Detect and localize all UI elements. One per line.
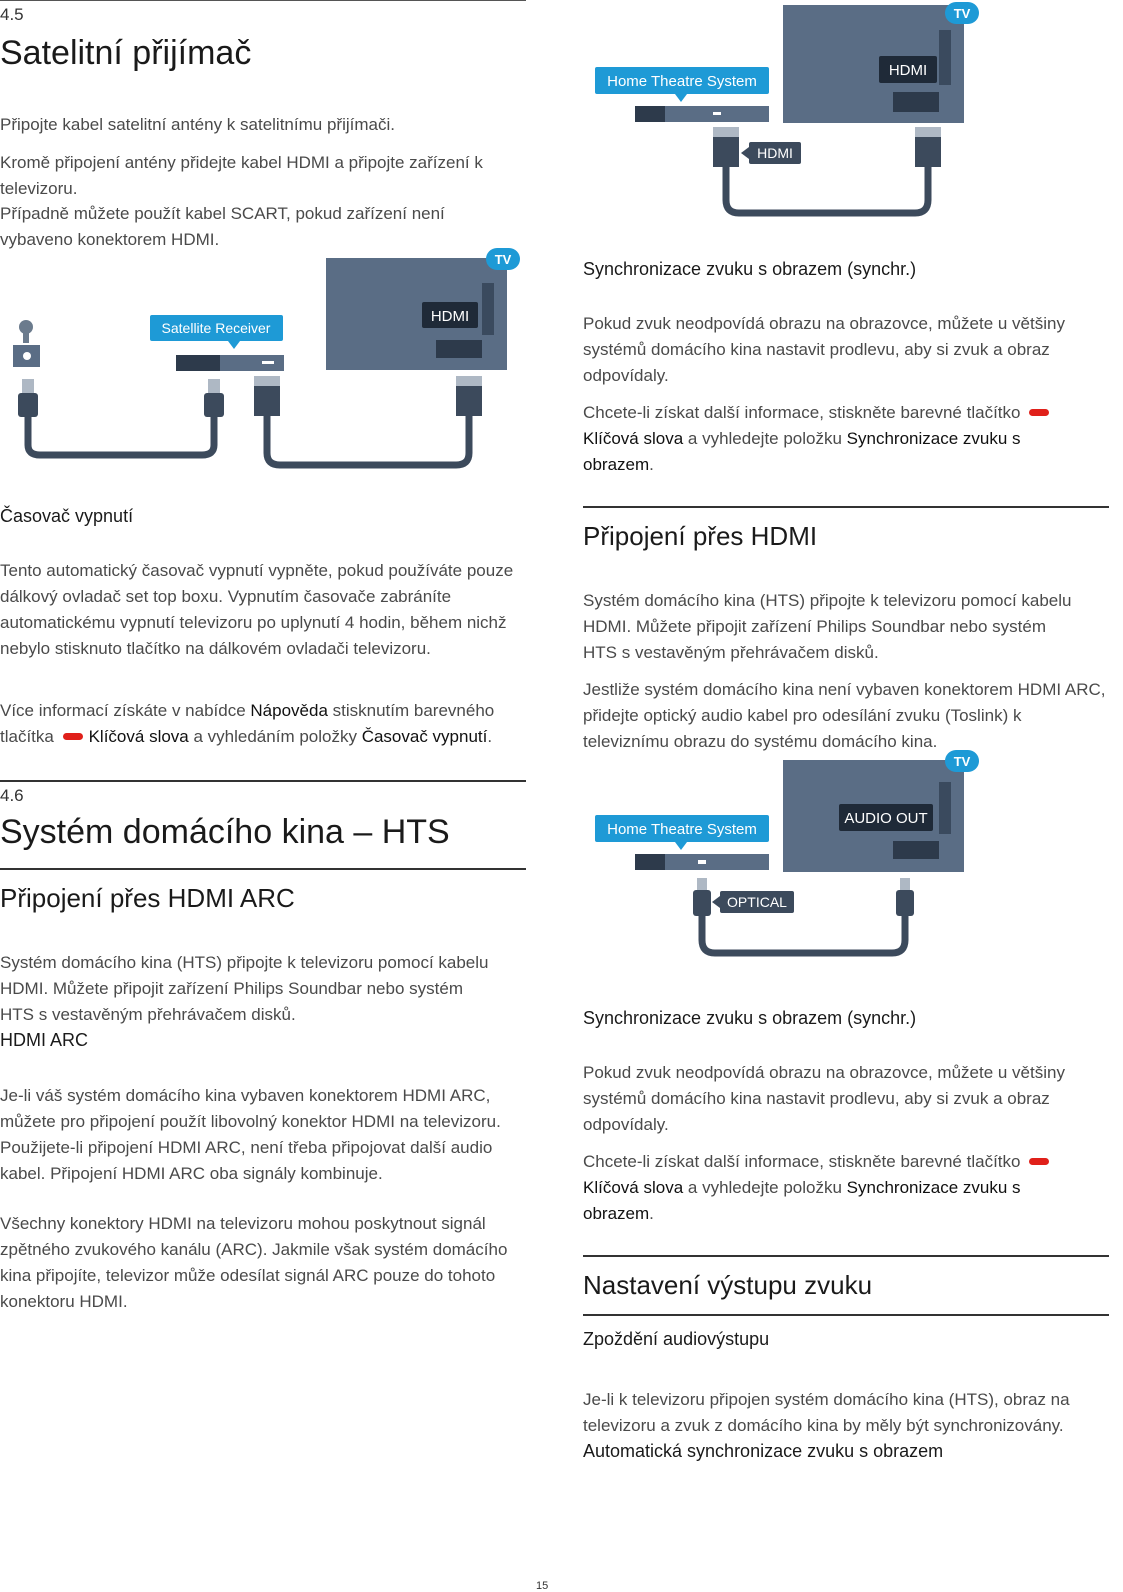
satellite-connection-diagram bbox=[0, 245, 528, 475]
tv-port-label bbox=[879, 56, 937, 83]
section-divider bbox=[0, 868, 526, 870]
svg-text:TV: TV bbox=[953, 754, 971, 769]
subsection-title: Připojení přes HDMI bbox=[583, 521, 818, 551]
paragraph: Systém domácího kina (HTS) připojte k televizoru pomocí kabelu HDMI. Můžete připojit zařízení Philips Soundbar nebo systém HTS s vestavěným přehrávačem disků. bbox=[583, 591, 1072, 662]
paragraph: Jestliže systém domácího kina není vybaven konektorem HDMI ARC, přidejte optický audio kabel pro odesílání zvuku (Toslink) k televiznímu obrazu do systému domácího kina. bbox=[583, 680, 1106, 751]
optical-connection-diagram bbox=[583, 750, 1113, 970]
paragraph: Je-li k televizoru připojen systém domácího kina (HTS), obraz na televizoru a zvuk z domácího kina by měly být synchronizovány. bbox=[583, 1390, 1070, 1435]
red-key-icon bbox=[63, 733, 83, 740]
section-title: Systém domácího kina – HTS bbox=[0, 813, 450, 851]
paragraph: Chcete-li získat další informace, stiskněte barevné tlačítko Klíčová slova a vyhledejte položku Synchronizace zvuku s obrazem. bbox=[583, 1149, 1083, 1227]
paragraph: Pokud zvuk neodpovídá obrazu na obrazovce, můžete u většiny systémů domácího kina nastavit prodlevu, aby si zvuk a obraz odpovídaly. bbox=[583, 314, 1065, 385]
svg-text:Home Theatre System: Home Theatre System bbox=[607, 73, 757, 90]
subsection-title: Připojení přes HDMI ARC bbox=[0, 883, 295, 913]
satellite-dish-icon bbox=[19, 320, 33, 343]
paragraph: Pokud zvuk neodpovídá obrazu na obrazovce, můžete u většiny systémů domácího kina nastavit prodlevu, aby si zvuk a obraz odpovídaly. bbox=[583, 1063, 1065, 1134]
svg-text:HDMI: HDMI bbox=[430, 308, 470, 325]
page-number: 15 bbox=[536, 1580, 549, 1592]
key-name: Klíčová slova bbox=[583, 429, 684, 448]
device-label bbox=[150, 315, 283, 349]
svg-text:HDMI: HDMI bbox=[757, 145, 793, 161]
tv-badge bbox=[486, 248, 520, 270]
cable-label bbox=[712, 891, 794, 913]
subheading: Synchronizace zvuku s obrazem (synchr.) bbox=[583, 1008, 917, 1028]
subheading: Zpoždění audiovýstupu bbox=[583, 1329, 770, 1349]
cable-label bbox=[741, 142, 801, 164]
section-divider bbox=[583, 1314, 1109, 1316]
subheading: HDMI ARC bbox=[0, 1030, 89, 1050]
item-name: Synchronizace zvuku s obrazem bbox=[583, 1178, 1021, 1223]
paragraph: Je-li váš systém domácího kina vybaven konektorem HDMI ARC, můžete pro připojení použít libovolný konektor HDMI na televizoru. Použijete-li připojení HDMI ARC, není třeba připojovat další audio kabel. Připojení HDMI ARC oba signály kombinuje. bbox=[0, 1086, 501, 1183]
section-divider bbox=[0, 780, 526, 782]
tv-badge bbox=[945, 750, 979, 772]
section-title: Satelitní přijímač bbox=[0, 34, 252, 72]
tv-port-label bbox=[839, 804, 933, 831]
section-divider bbox=[583, 1255, 1109, 1257]
section-divider bbox=[583, 506, 1109, 508]
subsection-title: Nastavení výstupu zvuku bbox=[583, 1270, 873, 1300]
hdmi-connection-diagram bbox=[583, 0, 1113, 230]
item-name: Časovač vypnutí bbox=[361, 727, 488, 746]
svg-text:TV: TV bbox=[953, 6, 971, 21]
section-number: 4.6 bbox=[0, 786, 24, 805]
key-name: Klíčová slova bbox=[583, 1178, 684, 1197]
svg-text:Home Theatre System: Home Theatre System bbox=[607, 821, 757, 838]
svg-text:TV: TV bbox=[494, 252, 512, 267]
subheading: Synchronizace zvuku s obrazem (synchr.) bbox=[583, 259, 917, 279]
paragraph: Kromě připojení antény přidejte kabel HDMI a připojte zařízení k televizoru. bbox=[0, 153, 483, 198]
item-name: Synchronizace zvuku s obrazem bbox=[583, 429, 1021, 474]
svg-text:Satellite Receiver: Satellite Receiver bbox=[161, 320, 271, 336]
section-number: 4.5 bbox=[0, 5, 24, 24]
paragraph: Připojte kabel satelitní antény k satelitnímu přijímači. bbox=[0, 115, 395, 134]
tv-badge bbox=[945, 2, 979, 24]
paragraph: Více informací získáte v nabídce Nápověda stisknutím barevného tlačítka Klíčová slova a vyhledáním položky Časovač vypnutí. bbox=[0, 701, 495, 746]
red-key-icon bbox=[1029, 409, 1049, 416]
menu-name: Nápověda bbox=[250, 701, 328, 720]
device-label bbox=[595, 815, 769, 850]
red-key-icon bbox=[1029, 1158, 1049, 1165]
svg-text:OPTICAL: OPTICAL bbox=[727, 894, 787, 910]
subheading: Automatická synchronizace zvuku s obrazem bbox=[583, 1441, 944, 1461]
svg-text:HDMI: HDMI bbox=[888, 62, 928, 79]
key-name: Klíčová slova bbox=[88, 727, 189, 746]
paragraph: Případně můžete použít kabel SCART, pokud zařízení není vybaveno konektorem HDMI. bbox=[0, 204, 445, 249]
paragraph: Systém domácího kina (HTS) připojte k televizoru pomocí kabelu HDMI. Můžete připojit zařízení Philips Soundbar nebo systém HTS s vestavěným přehrávačem disků. bbox=[0, 953, 489, 1024]
device-label bbox=[595, 67, 769, 102]
paragraph: Všechny konektory HDMI na televizoru mohou poskytnout signál zpětného zvukového kanálu (ARC). Jakmile však systém domácího kina připojíte, televizor může odesílat signál ARC pouze do tohoto konektoru HDMI. bbox=[0, 1214, 508, 1311]
hdmi-port-label bbox=[422, 302, 478, 328]
section-divider bbox=[0, 0, 526, 1]
paragraph: Tento automatický časovač vypnutí vypněte, pokud používáte pouze dálkový ovladač set top boxu. Vypnutím časovače zabráníte automatickému vypnutí televizoru po uplynutí 4 hodin, během nichž nebylo stisknuto tlačítko na dálkovém ovladači televizoru. bbox=[0, 561, 514, 658]
paragraph: Chcete-li získat další informace, stiskněte barevné tlačítko Klíčová slova a vyhledejte položku Synchronizace zvuku s obrazem. bbox=[583, 400, 1083, 478]
subheading: Časovač vypnutí bbox=[0, 506, 134, 526]
svg-text:AUDIO OUT: AUDIO OUT bbox=[844, 810, 928, 827]
